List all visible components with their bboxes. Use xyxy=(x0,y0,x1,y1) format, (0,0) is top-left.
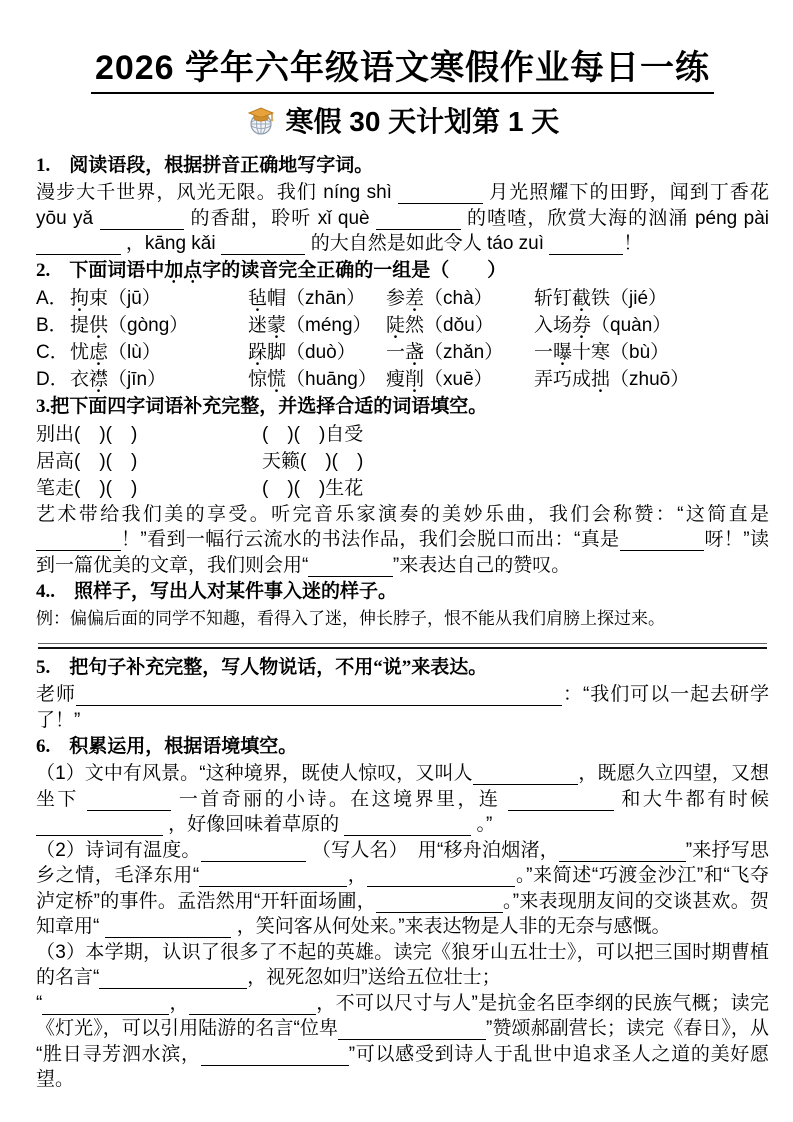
q2-word: 拘束（jū） xyxy=(70,285,248,312)
q6-item-1: （1）文中有风景。“这种境界，既使人惊叹，又叫人 ，既愿久立四望，又想坐下 一首奇丽的小诗。在这境界里，连 和大牛都有时候 ，好像回味着草原的 。” xyxy=(36,763,770,835)
emphasis-dot-char: 截 xyxy=(572,287,592,309)
q5-sentence: 老师 ：“我们可以一起去研学了！” xyxy=(36,684,769,731)
q2-word: 惊慌（huāng） xyxy=(248,366,386,393)
emphasis-dot-char: 加 xyxy=(164,259,184,281)
emphasis-dot-char: 券 xyxy=(572,314,592,336)
q6-heading: 6. 积累运用，根据语境填空。 xyxy=(36,736,298,757)
option-label: B． xyxy=(36,314,68,336)
q2-heading xyxy=(36,258,769,284)
q2-word: 瘦削（xuē） xyxy=(386,366,534,393)
q4-heading: 4.. 照样子，写出人对某件事入迷的样子。 xyxy=(36,581,398,602)
q3-heading: 3.把下面四字词语补充完整，并选择合适的词语填空。 xyxy=(36,395,488,417)
q2-word: 迷蒙（méng） xyxy=(248,312,386,339)
emphasis-dot-char: 慌 xyxy=(267,368,287,390)
q2-option-b xyxy=(36,312,769,339)
q2-word: 弄巧成拙（zhuō） xyxy=(534,366,769,393)
q2-word: 一盏（zhǎn） xyxy=(386,339,534,366)
q3-row xyxy=(36,475,769,502)
emphasis-dot-char: 差 xyxy=(405,287,425,309)
q2-word: 跺脚（duò） xyxy=(248,339,386,366)
q3-cell-left: 笔走( )( ) xyxy=(36,477,138,499)
q2-word: 陡然（dǒu） xyxy=(386,312,534,339)
q2-word: 参差（chà） xyxy=(386,285,534,312)
option-label: C． xyxy=(36,341,69,363)
subtitle-text: 寒假 30 天计划第 1 天 xyxy=(285,106,560,137)
q2-word: 忧虑（lù） xyxy=(70,339,248,366)
page-title: 2026 学年六年级语文寒假作业每日一练 xyxy=(91,40,714,94)
q3-row xyxy=(36,448,769,475)
q6-item-3-part-a: （3）本学期，认识了很多了不起的英雄。读完《狼牙山五壮士》，可以把三国时期曹植的名言“ ，视死忽如归”送给五位壮士； xyxy=(36,941,769,988)
q3-passage: 艺术带给我们美的享受。听完音乐家演奏的美妙乐曲，我们会称赞：“这简直是！”看到一幅行云流水的书法作品，我们会脱口而出：“真是 呀！”读到一篇优美的文章，我们则会用“ ”来表达自己的赞叹。 xyxy=(36,503,770,576)
emphasis-dot-char: 拙 xyxy=(591,368,611,390)
q2-option-d xyxy=(36,366,769,393)
q2-option-c xyxy=(36,339,769,366)
emphasis-dot-char: 曝 xyxy=(553,341,573,363)
q2-word: 提供（gòng） xyxy=(70,312,248,339)
q5-heading: 5. 把句子补充完整，写人物说话，不用“说”来表达。 xyxy=(36,657,488,678)
q2-heading-post: 字的读音完全正确的一组是（ ） xyxy=(202,259,507,281)
q3-cell-right: ( )( )自受 xyxy=(262,423,364,445)
emphasis-dot-char: 盏 xyxy=(405,341,425,363)
q4-answer-line xyxy=(38,643,767,649)
q2-word: 入场券（quàn） xyxy=(534,312,769,339)
q3-cell-left: 别出( )( ) xyxy=(36,423,138,445)
emphasis-dot-char: 蒙 xyxy=(267,314,287,336)
emphasis-dot-char: 陡 xyxy=(386,314,406,336)
page-subtitle xyxy=(36,100,769,143)
q3-cell-right: 天籁( )( ) xyxy=(262,450,364,472)
emphasis-dot-char: 虑 xyxy=(89,341,109,363)
q2-option-a xyxy=(36,285,769,312)
q1-passage: 漫步大千世界，风光无限。我们 níng shì 月光照耀下的田野，闻到丁香花 yōu yǎ 的香甜，聆听 xǐ què 的喳喳，欣赏大海的汹涌 péng pài ，kāng kǎi 的大自然是如此令人 táo zuì ！ xyxy=(36,182,769,254)
q2-heading-pre: 2. 下面词语中 xyxy=(36,259,165,281)
option-label: D． xyxy=(36,368,69,390)
emphasis-dot-char: 跺 xyxy=(248,341,268,363)
q3-cell-left: 居高( )( ) xyxy=(36,450,138,472)
option-label: A． xyxy=(36,287,68,309)
q2-word: 毡帽（zhān） xyxy=(248,285,386,312)
graduation-cap-globe-icon xyxy=(246,106,276,143)
emphasis-dot-char: 削 xyxy=(405,368,425,390)
emphasis-dot-char: 襟 xyxy=(89,368,109,390)
q6-item-3-part-b: “ ， ，不可以尺寸与人”是抗金名臣李纲的民族气概；读完《灯光》，可以引用陆游的名言“位卑 ”赞颂郝副营长；读完《春日》，从“胜日寻芳泗水滨， ”可以感受到诗人于乱世中追求圣人之道的美好愿望。 xyxy=(36,992,770,1090)
q3-cell-right: ( )( )生花 xyxy=(262,477,364,499)
q3-row xyxy=(36,421,769,448)
emphasis-dot-char: 点 xyxy=(183,259,203,281)
q3-grid xyxy=(36,421,769,502)
q2-word: 一曝十寒（bù） xyxy=(534,339,769,366)
emphasis-dot-char: 供 xyxy=(89,314,109,336)
emphasis-dot-char: 拘 xyxy=(70,287,90,309)
title-row xyxy=(36,40,769,94)
q4-example: 例：偏偏后面的同学不知趣，看得入了迷，伸长脖子，恨不能从我们肩膀上探过来。 xyxy=(36,609,665,628)
q6-item-2: （2）诗词有温度。 （写人名） 用“移舟泊烟渚， ”来抒写思乡之情，毛泽东用“ ， 。”来简述“巧渡金沙江”和“飞夺泸定桥”的事件。孟浩然用“开轩面场圃， 。”来表现朋友间的交谈甚欢。贺知章用“ ，笑问客从何处来。”来表达物是人非的无奈与感慨。 xyxy=(36,839,770,937)
q2-word: 斩钉截铁（jié） xyxy=(534,285,769,312)
q1-heading: 1. 阅读语段，根据拼音正确地写字词。 xyxy=(36,155,374,176)
q2-word: 衣襟（jīn） xyxy=(70,366,248,393)
emphasis-dot-char: 毡 xyxy=(248,287,268,309)
